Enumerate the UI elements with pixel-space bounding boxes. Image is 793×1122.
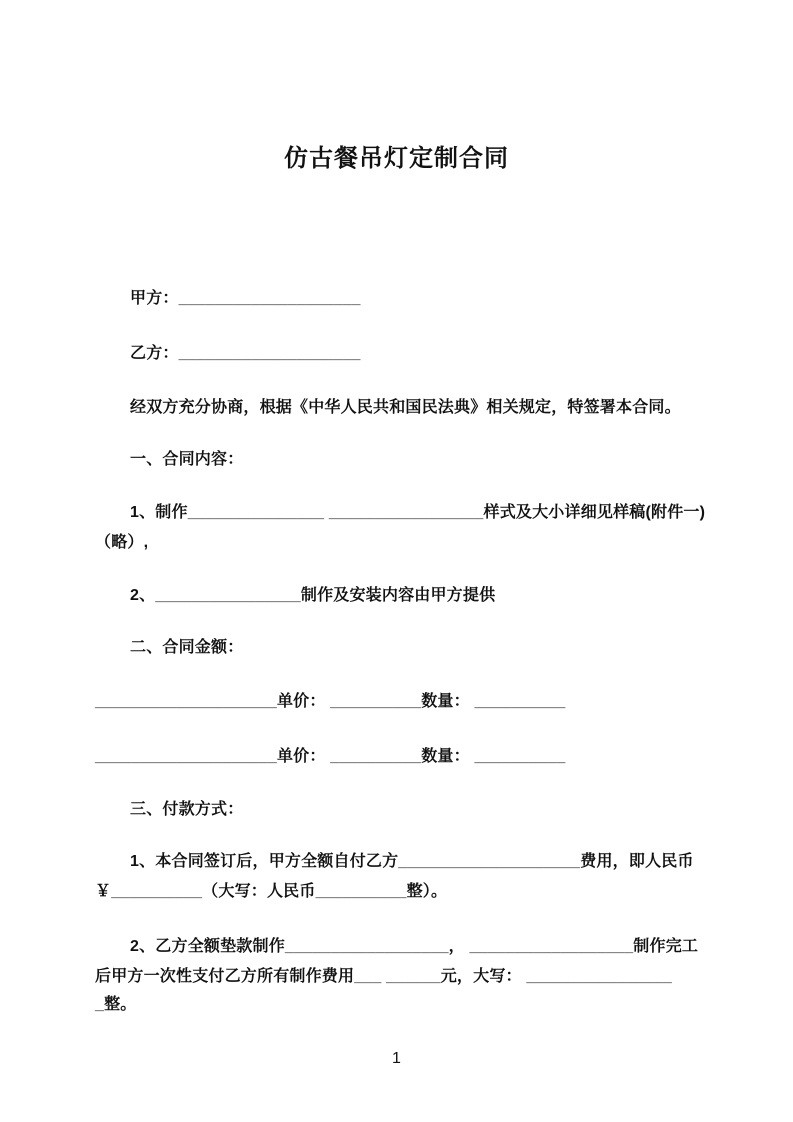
page-number: 1 xyxy=(392,1050,401,1067)
party-b-line: 乙方：____________________ xyxy=(130,345,361,362)
section-1-heading: 一、合同内容： xyxy=(130,451,244,468)
intro-paragraph: 经双方充分协商，根据《中华人民共和国民法典》相关规定，特签署本合同。 xyxy=(130,399,681,416)
payment-1-line-1: 1、本合同签订后，甲方全额自付乙方____________________费用，即人民币 xyxy=(130,853,694,870)
payment-1-line-2: ￥__________（大写：人民币__________整）。 xyxy=(95,883,448,900)
price-qty-line-1: ____________________单价： __________数量： __________ xyxy=(95,693,566,710)
item-1-1-line-2: （略）, xyxy=(95,534,149,551)
payment-2-line-3: _整。 xyxy=(95,996,137,1013)
document-title: 仿古餐吊灯定制合同 xyxy=(284,145,509,172)
item-1-1-line-1: 1、制作_______________ _________________样式及大小详细见样稿(附件一) xyxy=(130,504,706,521)
section-2-heading: 二、合同金额： xyxy=(130,639,244,656)
payment-2-line-2: 后甲方一次性支付乙方所有制作费用___ ______元，大写： ________________ xyxy=(95,968,672,985)
payment-2-line-1: 2、乙方全额垫款制作__________________， __________________制作完工 xyxy=(130,938,699,955)
price-qty-line-2: ____________________单价： __________数量： __________ xyxy=(95,748,566,765)
section-3-heading: 三、付款方式： xyxy=(130,801,244,818)
item-1-2-line: 2、________________制作及安装内容由甲方提供 xyxy=(130,587,496,604)
party-a-line: 甲方：____________________ xyxy=(130,290,361,307)
